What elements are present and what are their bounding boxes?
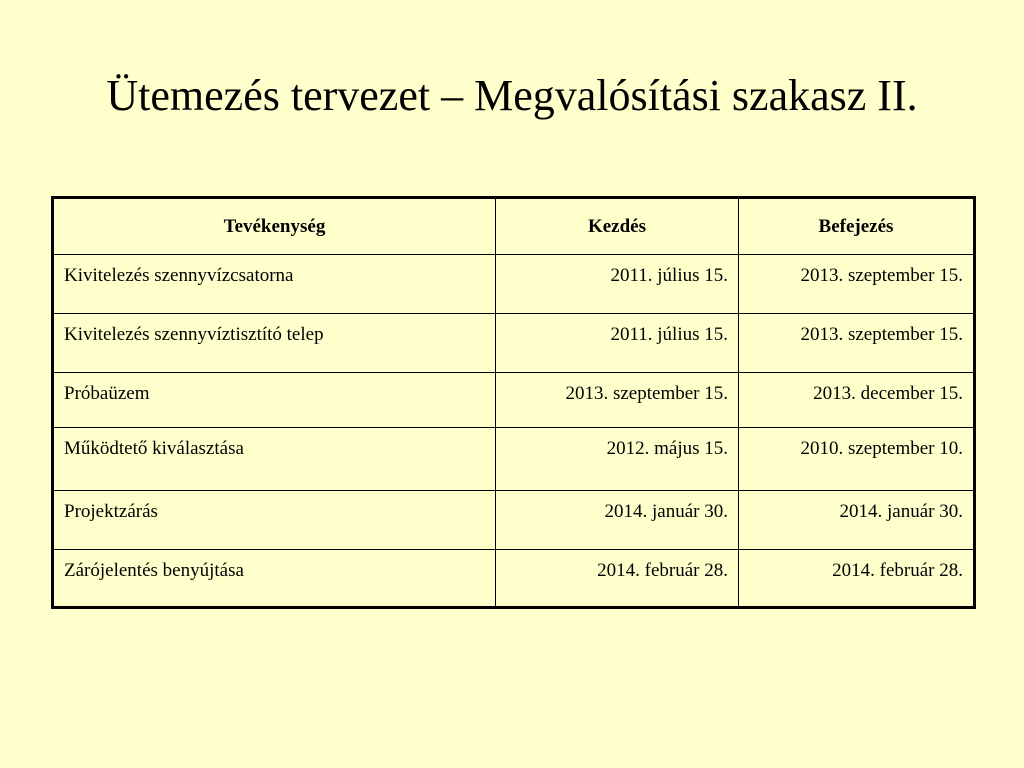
table-row: [53, 428, 975, 491]
activity-cell: Működtető kiválasztása: [53, 428, 496, 491]
start-date-cell: 2012. május 15.: [496, 428, 739, 491]
activity-cell: Zárójelentés benyújtása: [53, 550, 496, 608]
activity-cell: Kivitelezés szennyvízcsatorna: [53, 255, 496, 314]
start-date-cell: 2011. július 15.: [496, 255, 739, 314]
activity-cell: Próbaüzem: [53, 373, 496, 428]
end-date-cell: 2013. december 15.: [739, 373, 975, 428]
activity-cell: Kivitelezés szennyvíztisztító telep: [53, 314, 496, 373]
schedule-table: [51, 196, 976, 609]
start-date-cell: 2014. január 30.: [496, 491, 739, 550]
end-date-cell: 2014. február 28.: [739, 550, 975, 608]
end-date-cell: 2013. szeptember 15.: [739, 314, 975, 373]
table-row: [53, 255, 975, 314]
header-activity: Tevékenység: [53, 198, 496, 255]
end-date-cell: 2013. szeptember 15.: [739, 255, 975, 314]
header-end: Befejezés: [739, 198, 975, 255]
start-date-cell: 2014. február 28.: [496, 550, 739, 608]
end-date-cell: 2014. január 30.: [739, 491, 975, 550]
start-date-cell: 2013. szeptember 15.: [496, 373, 739, 428]
end-date-cell: 2010. szeptember 10.: [739, 428, 975, 491]
table-row: [53, 550, 975, 608]
table-row: [53, 373, 975, 428]
table-row: [53, 314, 975, 373]
slide-title: Ütemezés tervezet – Megvalósítási szakasz II.: [106, 71, 918, 120]
table-header-row: [53, 198, 975, 255]
activity-cell: Projektzárás: [53, 491, 496, 550]
header-start: Kezdés: [496, 198, 739, 255]
start-date-cell: 2011. július 15.: [496, 314, 739, 373]
table-row: [53, 491, 975, 550]
